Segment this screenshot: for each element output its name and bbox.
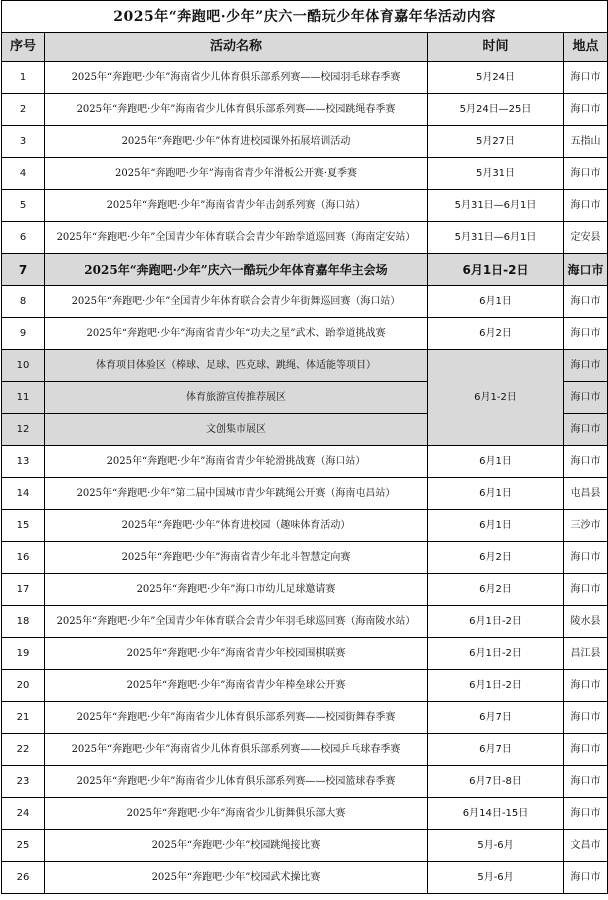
event-schedule-table [1, 0, 608, 894]
row-event-name: 体育项目体验区（棒球、足球、匹克球、跳绳、体适能等项目） [45, 350, 428, 382]
row-time: 5月24日—25日 [428, 94, 564, 126]
row-location: 海口市 [564, 766, 608, 798]
row-time: 6月1日 [428, 478, 564, 510]
row-event-name: 2025年“奔跑吧·少年”校园跳绳接比赛 [45, 830, 428, 862]
table-row [2, 318, 608, 350]
row-location: 海口市 [564, 62, 608, 94]
row-location: 陵水县 [564, 606, 608, 638]
row-event-name: 2025年“奔跑吧·少年”海南省少儿体育俱乐部系列赛——校园乒乓球春季赛 [45, 734, 428, 766]
row-location: 海口市 [564, 318, 608, 350]
row-num: 18 [2, 606, 45, 638]
row-num: 1 [2, 62, 45, 94]
row-time: 5月-6月 [428, 862, 564, 894]
table-row [2, 126, 608, 158]
table-row [2, 670, 608, 702]
row-time: 6月1日 [428, 510, 564, 542]
row-num: 3 [2, 126, 45, 158]
row-num: 5 [2, 190, 45, 222]
table-row [2, 158, 608, 190]
row-event-name: 2025年“奔跑吧·少年”全国青少年体育联合会青少年街舞巡回赛（海口站） [45, 286, 428, 318]
row-time: 5月31日—6月1日 [428, 222, 564, 254]
row-num: 8 [2, 286, 45, 318]
row-time: 6月2日 [428, 574, 564, 606]
row-location: 海口市 [564, 446, 608, 478]
row-location: 海口市 [564, 414, 608, 446]
table-title: 2025年“奔跑吧·少年”庆六一酷玩少年体育嘉年华活动内容 [2, 1, 608, 33]
row-num: 6 [2, 222, 45, 254]
row-time: 5月27日 [428, 126, 564, 158]
table-row [2, 286, 608, 318]
row-num: 4 [2, 158, 45, 190]
row-location: 海口市 [564, 382, 608, 414]
table-row [2, 606, 608, 638]
row-time: 5月-6月 [428, 830, 564, 862]
row-location: 海口市 [564, 94, 608, 126]
row-event-name: 2025年“奔跑吧·少年”海南省青少年校园围棋联赛 [45, 638, 428, 670]
row-event-name: 2025年“奔跑吧·少年”海南省少儿体育俱乐部系列赛——校园羽毛球春季赛 [45, 62, 428, 94]
row-num: 11 [2, 382, 45, 414]
row-time: 6月7日 [428, 734, 564, 766]
row-location: 海口市 [564, 286, 608, 318]
row-num: 2 [2, 94, 45, 126]
row-time: 6月1日-2日 [428, 670, 564, 702]
row-time: 5月24日 [428, 62, 564, 94]
table-row [2, 862, 608, 894]
row-num: 20 [2, 670, 45, 702]
row-location: 海口市 [564, 158, 608, 190]
row-event-name: 文创集市展区 [45, 414, 428, 446]
table-row [2, 62, 608, 94]
row-event-name: 2025年“奔跑吧·少年”全国青少年体育联合会青少年羽毛球巡回赛（海南陵水站） [45, 606, 428, 638]
row-event-name: 2025年“奔跑吧·少年”庆六一酷玩少年体育嘉年华主会场 [45, 254, 428, 286]
row-event-name: 2025年“奔跑吧·少年”海南省少儿体育俱乐部系列赛——校园跳绳春季赛 [45, 94, 428, 126]
row-location: 海口市 [564, 574, 608, 606]
table-row [2, 94, 608, 126]
row-location: 海口市 [564, 190, 608, 222]
row-location: 三沙市 [564, 510, 608, 542]
table-row [2, 830, 608, 862]
row-event-name: 2025年“奔跑吧·少年”海南省青少年轮滑挑战赛（海口站） [45, 446, 428, 478]
row-time: 6月1日-2日 [428, 254, 564, 286]
row-time: 6月14日-15日 [428, 798, 564, 830]
table-row [2, 574, 608, 606]
row-event-name: 2025年“奔跑吧·少年”海口市幼儿足球邀请赛 [45, 574, 428, 606]
row-time: 6月1日 [428, 446, 564, 478]
row-event-name: 2025年“奔跑吧·少年”体育进校园课外拓展培训活动 [45, 126, 428, 158]
row-time: 6月2日 [428, 318, 564, 350]
row-location: 五指山 [564, 126, 608, 158]
table-row [2, 766, 608, 798]
table-row [2, 478, 608, 510]
row-event-name: 2025年“奔跑吧·少年”海南省青少年棒垒球公开赛 [45, 670, 428, 702]
row-location: 海口市 [564, 670, 608, 702]
row-time: 6月1日 [428, 286, 564, 318]
table-row-main-venue [2, 254, 608, 286]
row-num: 14 [2, 478, 45, 510]
row-event-name: 2025年“奔跑吧·少年”第二届中国城市青少年跳绳公开赛（海南屯昌站） [45, 478, 428, 510]
row-time: 6月1日-2日 [428, 638, 564, 670]
row-time: 6月2日 [428, 542, 564, 574]
row-event-name: 2025年“奔跑吧·少年”海南省青少年北斗智慧定向赛 [45, 542, 428, 574]
row-location: 屯昌县 [564, 478, 608, 510]
table-row [2, 222, 608, 254]
row-num: 10 [2, 350, 45, 382]
row-event-name: 2025年“奔跑吧·少年”校园武术操比赛 [45, 862, 428, 894]
row-event-name: 2025年“奔跑吧·少年”海南省青少年滑板公开赛·夏季赛 [45, 158, 428, 190]
row-event-name: 体育旅游宣传推荐展区 [45, 382, 428, 414]
header-name: 活动名称 [45, 33, 428, 62]
row-time: 6月7日 [428, 702, 564, 734]
row-time: 6月7日-8日 [428, 766, 564, 798]
row-num: 13 [2, 446, 45, 478]
header-time: 时间 [428, 33, 564, 62]
row-num: 16 [2, 542, 45, 574]
row-num: 22 [2, 734, 45, 766]
row-location: 海口市 [564, 702, 608, 734]
event-schedule-page [1, 0, 607, 894]
header-location: 地点 [564, 33, 608, 62]
row-num: 21 [2, 702, 45, 734]
header-num: 序号 [2, 33, 45, 62]
table-row [2, 702, 608, 734]
row-location: 海口市 [564, 542, 608, 574]
row-num: 26 [2, 862, 45, 894]
row-num: 23 [2, 766, 45, 798]
table-row [2, 510, 608, 542]
row-num: 12 [2, 414, 45, 446]
table-row [2, 190, 608, 222]
table-row [2, 734, 608, 766]
row-location: 定安县 [564, 222, 608, 254]
table-row [2, 542, 608, 574]
row-event-name: 2025年“奔跑吧·少年”海南省少儿体育俱乐部系列赛——校园街舞春季赛 [45, 702, 428, 734]
row-event-name: 2025年“奔跑吧·少年”体育进校园（趣味体育活动） [45, 510, 428, 542]
table-row [2, 638, 608, 670]
row-num: 15 [2, 510, 45, 542]
row-location: 海口市 [564, 798, 608, 830]
row-num: 9 [2, 318, 45, 350]
row-num: 17 [2, 574, 45, 606]
row-time: 6月1日-2日 [428, 606, 564, 638]
row-num: 25 [2, 830, 45, 862]
row-location: 海口市 [564, 254, 608, 286]
row-event-name: 2025年“奔跑吧·少年”海南省青少年“功夫之星”武术、跆拳道挑战赛 [45, 318, 428, 350]
row-event-name: 2025年“奔跑吧·少年”海南省少儿街舞俱乐部大赛 [45, 798, 428, 830]
row-time-merged: 6月1-2日 [428, 350, 564, 446]
row-event-name: 2025年“奔跑吧·少年”海南省青少年击剑系列赛（海口站） [45, 190, 428, 222]
table-row-experience-zone [2, 350, 608, 382]
row-num: 7 [2, 254, 45, 286]
row-num: 24 [2, 798, 45, 830]
row-time: 5月31日—6月1日 [428, 190, 564, 222]
row-event-name: 2025年“奔跑吧·少年”海南省少儿体育俱乐部系列赛——校园篮球春季赛 [45, 766, 428, 798]
table-row [2, 446, 608, 478]
row-num: 19 [2, 638, 45, 670]
row-location: 海口市 [564, 862, 608, 894]
table-row [2, 798, 608, 830]
row-location: 昌江县 [564, 638, 608, 670]
row-event-name: 2025年“奔跑吧·少年”全国青少年体育联合会青少年跆拳道巡回赛（海南定安站） [45, 222, 428, 254]
row-location: 海口市 [564, 734, 608, 766]
row-location: 海口市 [564, 350, 608, 382]
row-location: 文昌市 [564, 830, 608, 862]
row-time: 5月31日 [428, 158, 564, 190]
